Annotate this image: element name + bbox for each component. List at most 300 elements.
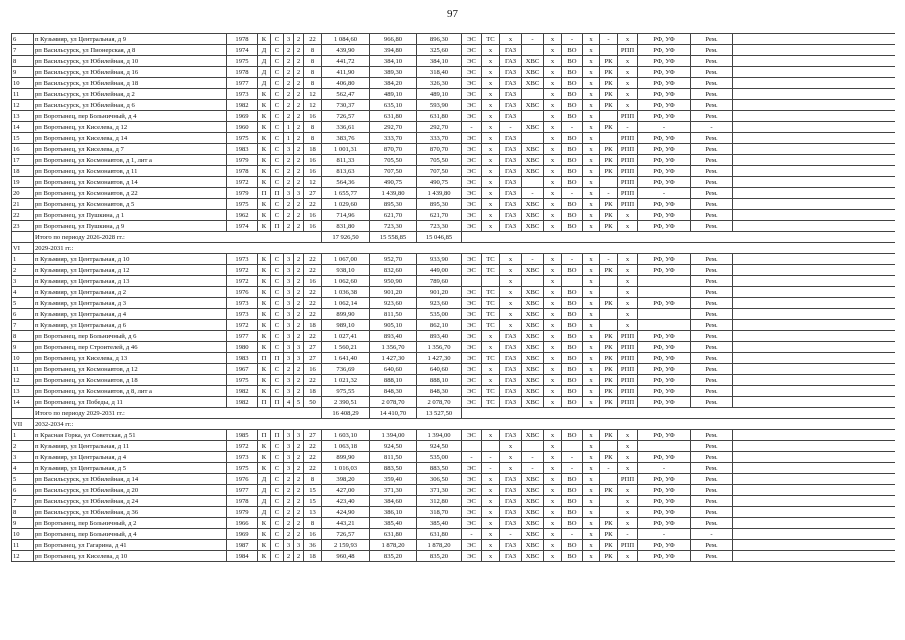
- table-cell: Рем.: [691, 133, 733, 144]
- table-cell: ТС: [482, 287, 500, 298]
- row-number-cell: 12: [12, 100, 34, 111]
- table-cell: ХВС: [522, 496, 544, 507]
- table-cell: х: [544, 551, 562, 562]
- table-cell: ГАЗ: [500, 177, 522, 188]
- table-cell: 2: [284, 111, 294, 122]
- table-cell: К: [258, 529, 271, 540]
- table-cell: П: [271, 397, 284, 408]
- address-cell: рп Воротынец, ул Космонавтов, д 5: [34, 199, 227, 210]
- table-cell: С: [271, 78, 284, 89]
- table-cell: ХВС: [522, 67, 544, 78]
- table-cell: ЭС: [462, 386, 482, 397]
- table-cell: 318,70: [417, 507, 462, 518]
- empty-cell: [733, 133, 896, 144]
- table-cell: х: [618, 309, 638, 320]
- table-cell: [600, 287, 618, 298]
- table-cell: х: [583, 221, 600, 232]
- table-cell: РК: [600, 353, 618, 364]
- table-cell: 714,96: [322, 210, 370, 221]
- table-cell: 312,80: [417, 496, 462, 507]
- table-cell: ТС: [482, 254, 500, 265]
- table-cell: х: [618, 89, 638, 100]
- table-cell: 1983: [227, 353, 258, 364]
- table-cell: Рем.: [691, 364, 733, 375]
- table-cell: С: [271, 89, 284, 100]
- table-cell: х: [544, 540, 562, 551]
- table-cell: 893,40: [417, 331, 462, 342]
- table-cell: РК: [600, 298, 618, 309]
- table-cell: С: [271, 298, 284, 309]
- table-cell: -: [638, 188, 691, 199]
- table-cell: РФ, УФ: [638, 474, 691, 485]
- table-cell: ЭС: [462, 353, 482, 364]
- empty-cell: [733, 199, 896, 210]
- address-cell: п Кузьмияр, ул Центральная, д 12: [34, 265, 227, 276]
- table-cell: РПП: [618, 177, 638, 188]
- table-row: [12, 375, 896, 386]
- table-cell: К: [258, 133, 271, 144]
- table-cell: ЭС: [462, 111, 482, 122]
- address-cell: п Кузьмияр, ул Центральная, д 2: [34, 287, 227, 298]
- table-cell: С: [271, 375, 284, 386]
- table-cell: х: [544, 89, 562, 100]
- table-row: [12, 265, 896, 276]
- table-cell: РФ, УФ: [638, 375, 691, 386]
- table-cell: 1 021,32: [322, 375, 370, 386]
- table-cell: РК: [600, 122, 618, 133]
- empty-cell: [733, 441, 896, 452]
- table-cell: Д: [258, 496, 271, 507]
- table-cell: 1962: [227, 210, 258, 221]
- table-cell: 1 439,80: [370, 188, 417, 199]
- table-cell: ГАЗ: [500, 210, 522, 221]
- table-cell: ЭС: [462, 265, 482, 276]
- table-cell: 1967: [227, 364, 258, 375]
- table-cell: 2: [284, 507, 294, 518]
- period-total-row: [12, 408, 896, 419]
- table-cell: х: [482, 364, 500, 375]
- table-cell: ГАЗ: [500, 342, 522, 353]
- table-cell: 901,20: [370, 287, 417, 298]
- row-number-cell: 4: [12, 463, 34, 474]
- table-cell: 292,70: [417, 122, 462, 133]
- table-cell: 1979: [227, 155, 258, 166]
- row-number-cell: 8: [12, 331, 34, 342]
- table-cell: ГАЗ: [500, 166, 522, 177]
- table-cell: К: [258, 276, 271, 287]
- table-cell: ХВС: [522, 265, 544, 276]
- table-row: [12, 452, 896, 463]
- table-cell: 3: [284, 452, 294, 463]
- table-cell: ХВС: [522, 430, 544, 441]
- table-cell: 2: [284, 56, 294, 67]
- table-cell: ГАЗ: [500, 397, 522, 408]
- table-cell: Д: [258, 45, 271, 56]
- table-cell: х: [618, 34, 638, 45]
- row-number-cell: 23: [12, 221, 34, 232]
- table-cell: 705,50: [370, 155, 417, 166]
- empty-cell: [462, 232, 896, 243]
- table-cell: х: [544, 342, 562, 353]
- table-cell: х: [583, 144, 600, 155]
- table-cell: -: [500, 122, 522, 133]
- table-cell: -: [691, 122, 733, 133]
- table-cell: Рем.: [691, 56, 733, 67]
- table-cell: 2: [294, 298, 304, 309]
- table-cell: 22: [304, 452, 322, 463]
- table-cell: х: [583, 518, 600, 529]
- table-cell: Рем.: [691, 463, 733, 474]
- table-cell: ГАЗ: [500, 133, 522, 144]
- table-cell: х: [482, 177, 500, 188]
- table-cell: Рем.: [691, 276, 733, 287]
- period-total-label: Итого по периоду 2026-2028 гг.:: [34, 232, 322, 243]
- table-cell: -: [522, 452, 544, 463]
- table-cell: К: [258, 177, 271, 188]
- address-cell: рп Воротынец, ул Пушкина, д 9: [34, 221, 227, 232]
- table-cell: х: [544, 287, 562, 298]
- table-cell: х: [544, 34, 562, 45]
- table-cell: 1 067,00: [322, 254, 370, 265]
- table-cell: х: [482, 375, 500, 386]
- row-number-cell: 8: [12, 507, 34, 518]
- table-cell: х: [500, 452, 522, 463]
- table-cell: Рем.: [691, 474, 733, 485]
- table-cell: ХВС: [522, 474, 544, 485]
- table-cell: ГАЗ: [500, 518, 522, 529]
- row-number-cell: 19: [12, 177, 34, 188]
- table-cell: х: [482, 210, 500, 221]
- empty-cell: [733, 496, 896, 507]
- table-cell: х: [544, 452, 562, 463]
- table-row: [12, 221, 896, 232]
- table-cell: 835,20: [417, 551, 462, 562]
- table-cell: 490,75: [370, 177, 417, 188]
- table-cell: 449,00: [417, 265, 462, 276]
- table-cell: 1982: [227, 386, 258, 397]
- table-cell: -: [638, 122, 691, 133]
- table-cell: х: [500, 441, 522, 452]
- table-row: [12, 155, 896, 166]
- table-cell: х: [618, 452, 638, 463]
- table-cell: 870,70: [370, 144, 417, 155]
- table-cell: 18: [304, 386, 322, 397]
- table-cell: 2 159,93: [322, 540, 370, 551]
- table-cell: х: [544, 518, 562, 529]
- table-cell: 27: [304, 430, 322, 441]
- table-cell: [600, 177, 618, 188]
- table-cell: 635,10: [370, 100, 417, 111]
- table-cell: РПП: [618, 155, 638, 166]
- table-cell: РПП: [618, 133, 638, 144]
- table-cell: х: [482, 188, 500, 199]
- empty-cell: [733, 78, 896, 89]
- row-number-cell: 11: [12, 540, 34, 551]
- table-cell: ГАЗ: [500, 78, 522, 89]
- table-cell: 883,50: [370, 463, 417, 474]
- table-cell: 905,10: [370, 320, 417, 331]
- row-number-cell: 22: [12, 210, 34, 221]
- table-cell: ВО: [562, 551, 583, 562]
- table-cell: ВО: [562, 144, 583, 155]
- table-cell: С: [271, 342, 284, 353]
- table-cell: 22: [304, 375, 322, 386]
- table-cell: Д: [258, 474, 271, 485]
- empty-cell: [733, 155, 896, 166]
- empty-cell: [733, 375, 896, 386]
- table-cell: С: [271, 474, 284, 485]
- address-cell: рп Воротынец, ул Гагарина, д 41: [34, 540, 227, 551]
- table-cell: ГАЗ: [500, 155, 522, 166]
- table-row: [12, 309, 896, 320]
- table-cell: 1: [284, 133, 294, 144]
- address-cell: рп Воротынец, ул Пушкина, д 1: [34, 210, 227, 221]
- table-cell: х: [500, 34, 522, 45]
- table-cell: 3: [284, 342, 294, 353]
- table-cell: 1969: [227, 111, 258, 122]
- table-cell: С: [271, 67, 284, 78]
- table-cell: -: [562, 188, 583, 199]
- table-cell: х: [583, 353, 600, 364]
- table-cell: РК: [600, 265, 618, 276]
- period-total-value: 17 926,50: [322, 232, 370, 243]
- table-cell: РФ, УФ: [638, 518, 691, 529]
- table-cell: С: [271, 364, 284, 375]
- table-row: [12, 45, 896, 56]
- table-cell: ГАЗ: [500, 474, 522, 485]
- table-cell: ВО: [562, 45, 583, 56]
- period-total-value: 14 410,70: [370, 408, 417, 419]
- table-cell: х: [544, 78, 562, 89]
- row-number-cell: 20: [12, 188, 34, 199]
- table-cell: 423,40: [322, 496, 370, 507]
- table-cell: ХВС: [522, 375, 544, 386]
- table-cell: х: [544, 45, 562, 56]
- table-cell: ВО: [562, 155, 583, 166]
- table-cell: 950,90: [370, 276, 417, 287]
- table-row: [12, 89, 896, 100]
- table-cell: 439,90: [322, 45, 370, 56]
- table-cell: К: [258, 144, 271, 155]
- period-section-row: [12, 243, 896, 254]
- table-cell: 359,40: [370, 474, 417, 485]
- table-cell: Рем.: [691, 166, 733, 177]
- table-cell: 1 878,20: [417, 540, 462, 551]
- table-cell: ВО: [562, 298, 583, 309]
- table-cell: РФ, УФ: [638, 397, 691, 408]
- table-cell: С: [271, 529, 284, 540]
- table-cell: РФ, УФ: [638, 45, 691, 56]
- table-cell: 1975: [227, 199, 258, 210]
- table-cell: 27: [304, 188, 322, 199]
- table-row: [12, 518, 896, 529]
- table-cell: ТС: [482, 265, 500, 276]
- table-cell: ЭС: [462, 397, 482, 408]
- table-cell: х: [482, 529, 500, 540]
- table-cell: х: [544, 188, 562, 199]
- table-cell: х: [544, 430, 562, 441]
- row-number-cell: 12: [12, 551, 34, 562]
- table-cell: 723,30: [370, 221, 417, 232]
- table-cell: 5: [294, 397, 304, 408]
- table-cell: 3: [284, 265, 294, 276]
- table-cell: -: [600, 463, 618, 474]
- table-cell: 640,60: [417, 364, 462, 375]
- table-cell: ТС: [482, 298, 500, 309]
- table-cell: х: [544, 254, 562, 265]
- table-cell: РК: [600, 364, 618, 375]
- table-cell: РК: [600, 100, 618, 111]
- table-row: [12, 529, 896, 540]
- table-cell: Рем.: [691, 144, 733, 155]
- table-cell: ЭС: [462, 463, 482, 474]
- table-cell: х: [583, 452, 600, 463]
- table-cell: 385,40: [417, 518, 462, 529]
- table-cell: 16: [304, 221, 322, 232]
- address-cell: рп Воротынец, ул Космонавтов, д 22: [34, 188, 227, 199]
- table-cell: 489,10: [370, 89, 417, 100]
- table-cell: х: [583, 122, 600, 133]
- table-cell: х: [583, 56, 600, 67]
- table-cell: ГАЗ: [500, 56, 522, 67]
- table-cell: х: [544, 507, 562, 518]
- table-cell: 27: [304, 353, 322, 364]
- table-cell: Рем.: [691, 34, 733, 45]
- table-cell: ТС: [482, 353, 500, 364]
- table-cell: х: [500, 265, 522, 276]
- table-cell: -: [522, 254, 544, 265]
- row-number-cell: 17: [12, 155, 34, 166]
- table-cell: 22: [304, 298, 322, 309]
- table-row: [12, 144, 896, 155]
- table-cell: 3: [284, 309, 294, 320]
- table-cell: РК: [600, 452, 618, 463]
- table-cell: х: [482, 89, 500, 100]
- table-cell: 707,50: [370, 166, 417, 177]
- table-cell: П: [258, 188, 271, 199]
- row-number-cell: 6: [12, 34, 34, 45]
- table-cell: 1 063,18: [322, 441, 370, 452]
- table-cell: х: [583, 551, 600, 562]
- table-cell: РПП: [618, 111, 638, 122]
- table-row: [12, 331, 896, 342]
- page-number: 97: [447, 8, 458, 20]
- table-cell: РФ, УФ: [638, 67, 691, 78]
- table-row: [12, 287, 896, 298]
- period-total-value: 15 558,85: [370, 232, 417, 243]
- table-cell: 1979: [227, 188, 258, 199]
- table-cell: х: [544, 529, 562, 540]
- table-cell: 1972: [227, 320, 258, 331]
- table-cell: [638, 287, 691, 298]
- table-cell: [600, 276, 618, 287]
- table-cell: РПП: [618, 342, 638, 353]
- table-cell: 333,70: [370, 133, 417, 144]
- table-cell: 899,90: [322, 309, 370, 320]
- table-cell: 870,70: [417, 144, 462, 155]
- table-cell: 831,80: [322, 221, 370, 232]
- table-cell: 1 439,80: [417, 188, 462, 199]
- table-cell: РФ, УФ: [638, 364, 691, 375]
- table-row: [12, 441, 896, 452]
- table-cell: -: [618, 122, 638, 133]
- row-number-cell: 3: [12, 276, 34, 287]
- table-cell: ЭС: [462, 100, 482, 111]
- table-cell: -: [522, 463, 544, 474]
- table-cell: ЭС: [462, 507, 482, 518]
- table-cell: х: [544, 463, 562, 474]
- table-cell: Рем.: [691, 397, 733, 408]
- address-cell: рп Васильсурск, ул Юбилейная, д 24: [34, 496, 227, 507]
- table-cell: х: [583, 166, 600, 177]
- table-cell: х: [618, 441, 638, 452]
- table-row: [12, 353, 896, 364]
- table-cell: ГАЗ: [500, 188, 522, 199]
- table-cell: ХВС: [522, 78, 544, 89]
- table-cell: -: [522, 34, 544, 45]
- table-cell: РФ, УФ: [638, 496, 691, 507]
- table-cell: 1982: [227, 397, 258, 408]
- table-row: [12, 34, 896, 45]
- table-cell: РК: [600, 397, 618, 408]
- table-cell: РПП: [618, 188, 638, 199]
- table-cell: ЭС: [462, 364, 482, 375]
- table-cell: РФ, УФ: [638, 155, 691, 166]
- empty-cell: [733, 298, 896, 309]
- table-cell: х: [482, 221, 500, 232]
- table-cell: 2: [294, 133, 304, 144]
- table-cell: х: [544, 144, 562, 155]
- table-cell: х: [544, 298, 562, 309]
- table-cell: ГАЗ: [500, 551, 522, 562]
- address-cell: рп Воротынец, ул Космонавтов, д 11: [34, 166, 227, 177]
- table-cell: 726,57: [322, 529, 370, 540]
- table-row: [12, 276, 896, 287]
- table-cell: С: [271, 34, 284, 45]
- table-cell: С: [271, 144, 284, 155]
- table-cell: х: [482, 518, 500, 529]
- table-cell: 1985: [227, 430, 258, 441]
- table-cell: х: [583, 265, 600, 276]
- table-cell: х: [482, 430, 500, 441]
- empty-cell: [733, 122, 896, 133]
- table-cell: х: [544, 375, 562, 386]
- empty-cell: [733, 265, 896, 276]
- table-row: [12, 551, 896, 562]
- table-cell: С: [271, 551, 284, 562]
- table-cell: 2: [294, 122, 304, 133]
- table-cell: -: [691, 529, 733, 540]
- table-row: [12, 78, 896, 89]
- empty-cell: [733, 34, 896, 45]
- table-cell: 1 027,41: [322, 331, 370, 342]
- address-cell: п Кузьмияр, ул Центральная, д 10: [34, 254, 227, 265]
- table-cell: С: [271, 122, 284, 133]
- table-cell: 424,90: [322, 507, 370, 518]
- table-cell: х: [583, 540, 600, 551]
- table-cell: С: [271, 441, 284, 452]
- table-cell: ВО: [562, 485, 583, 496]
- table-cell: х: [500, 463, 522, 474]
- table-cell: 2: [294, 287, 304, 298]
- table-cell: 621,70: [370, 210, 417, 221]
- table-cell: х: [482, 166, 500, 177]
- table-cell: 1975: [227, 56, 258, 67]
- table-cell: х: [583, 45, 600, 56]
- row-number-cell: 3: [12, 452, 34, 463]
- table-cell: Рем.: [691, 265, 733, 276]
- table-cell: ЭС: [462, 144, 482, 155]
